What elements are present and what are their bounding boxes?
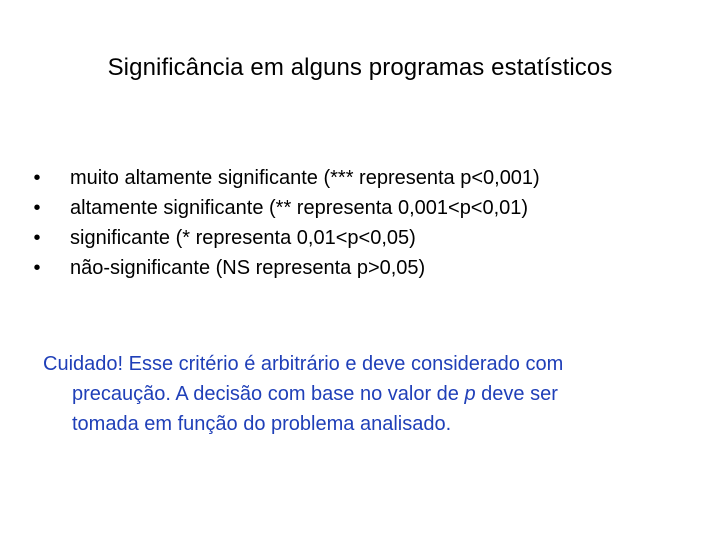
caution-note <box>43 349 683 439</box>
slide-title: Significância em alguns programas estatísticos <box>107 54 613 81</box>
caution-line-3: tomada em função do problema analisado. <box>72 413 452 435</box>
caution-line-2-end: deve ser <box>475 383 558 405</box>
caution-line-2-start: precaução. A decisão com base no valor de <box>72 383 465 405</box>
bullet-text: muito altamente significante (*** representa p<0,001) <box>70 167 540 189</box>
bullet-text: altamente significante (** representa 0,001<p<0,01) <box>70 197 529 219</box>
caution-line-2 <box>43 379 683 409</box>
bullet-text: não-significante (NS representa p>0,05) <box>70 257 426 279</box>
bullet-item <box>30 223 540 253</box>
caution-italic-p: p <box>464 383 476 405</box>
bullet-item <box>30 253 540 283</box>
bullet-text: significante (* representa 0,01<p<0,05) <box>70 227 416 249</box>
caution-line-1: Cuidado! Esse critério é arbitrário e deve considerado com <box>43 353 564 375</box>
bullet-dot-icon: • <box>33 257 41 279</box>
bullet-dot-icon: • <box>33 167 41 189</box>
bullet-dot-icon: • <box>33 227 41 249</box>
bullet-item <box>30 163 540 193</box>
significance-bullet-list <box>30 163 540 283</box>
bullet-item <box>30 193 540 223</box>
bullet-dot-icon: • <box>33 197 41 219</box>
